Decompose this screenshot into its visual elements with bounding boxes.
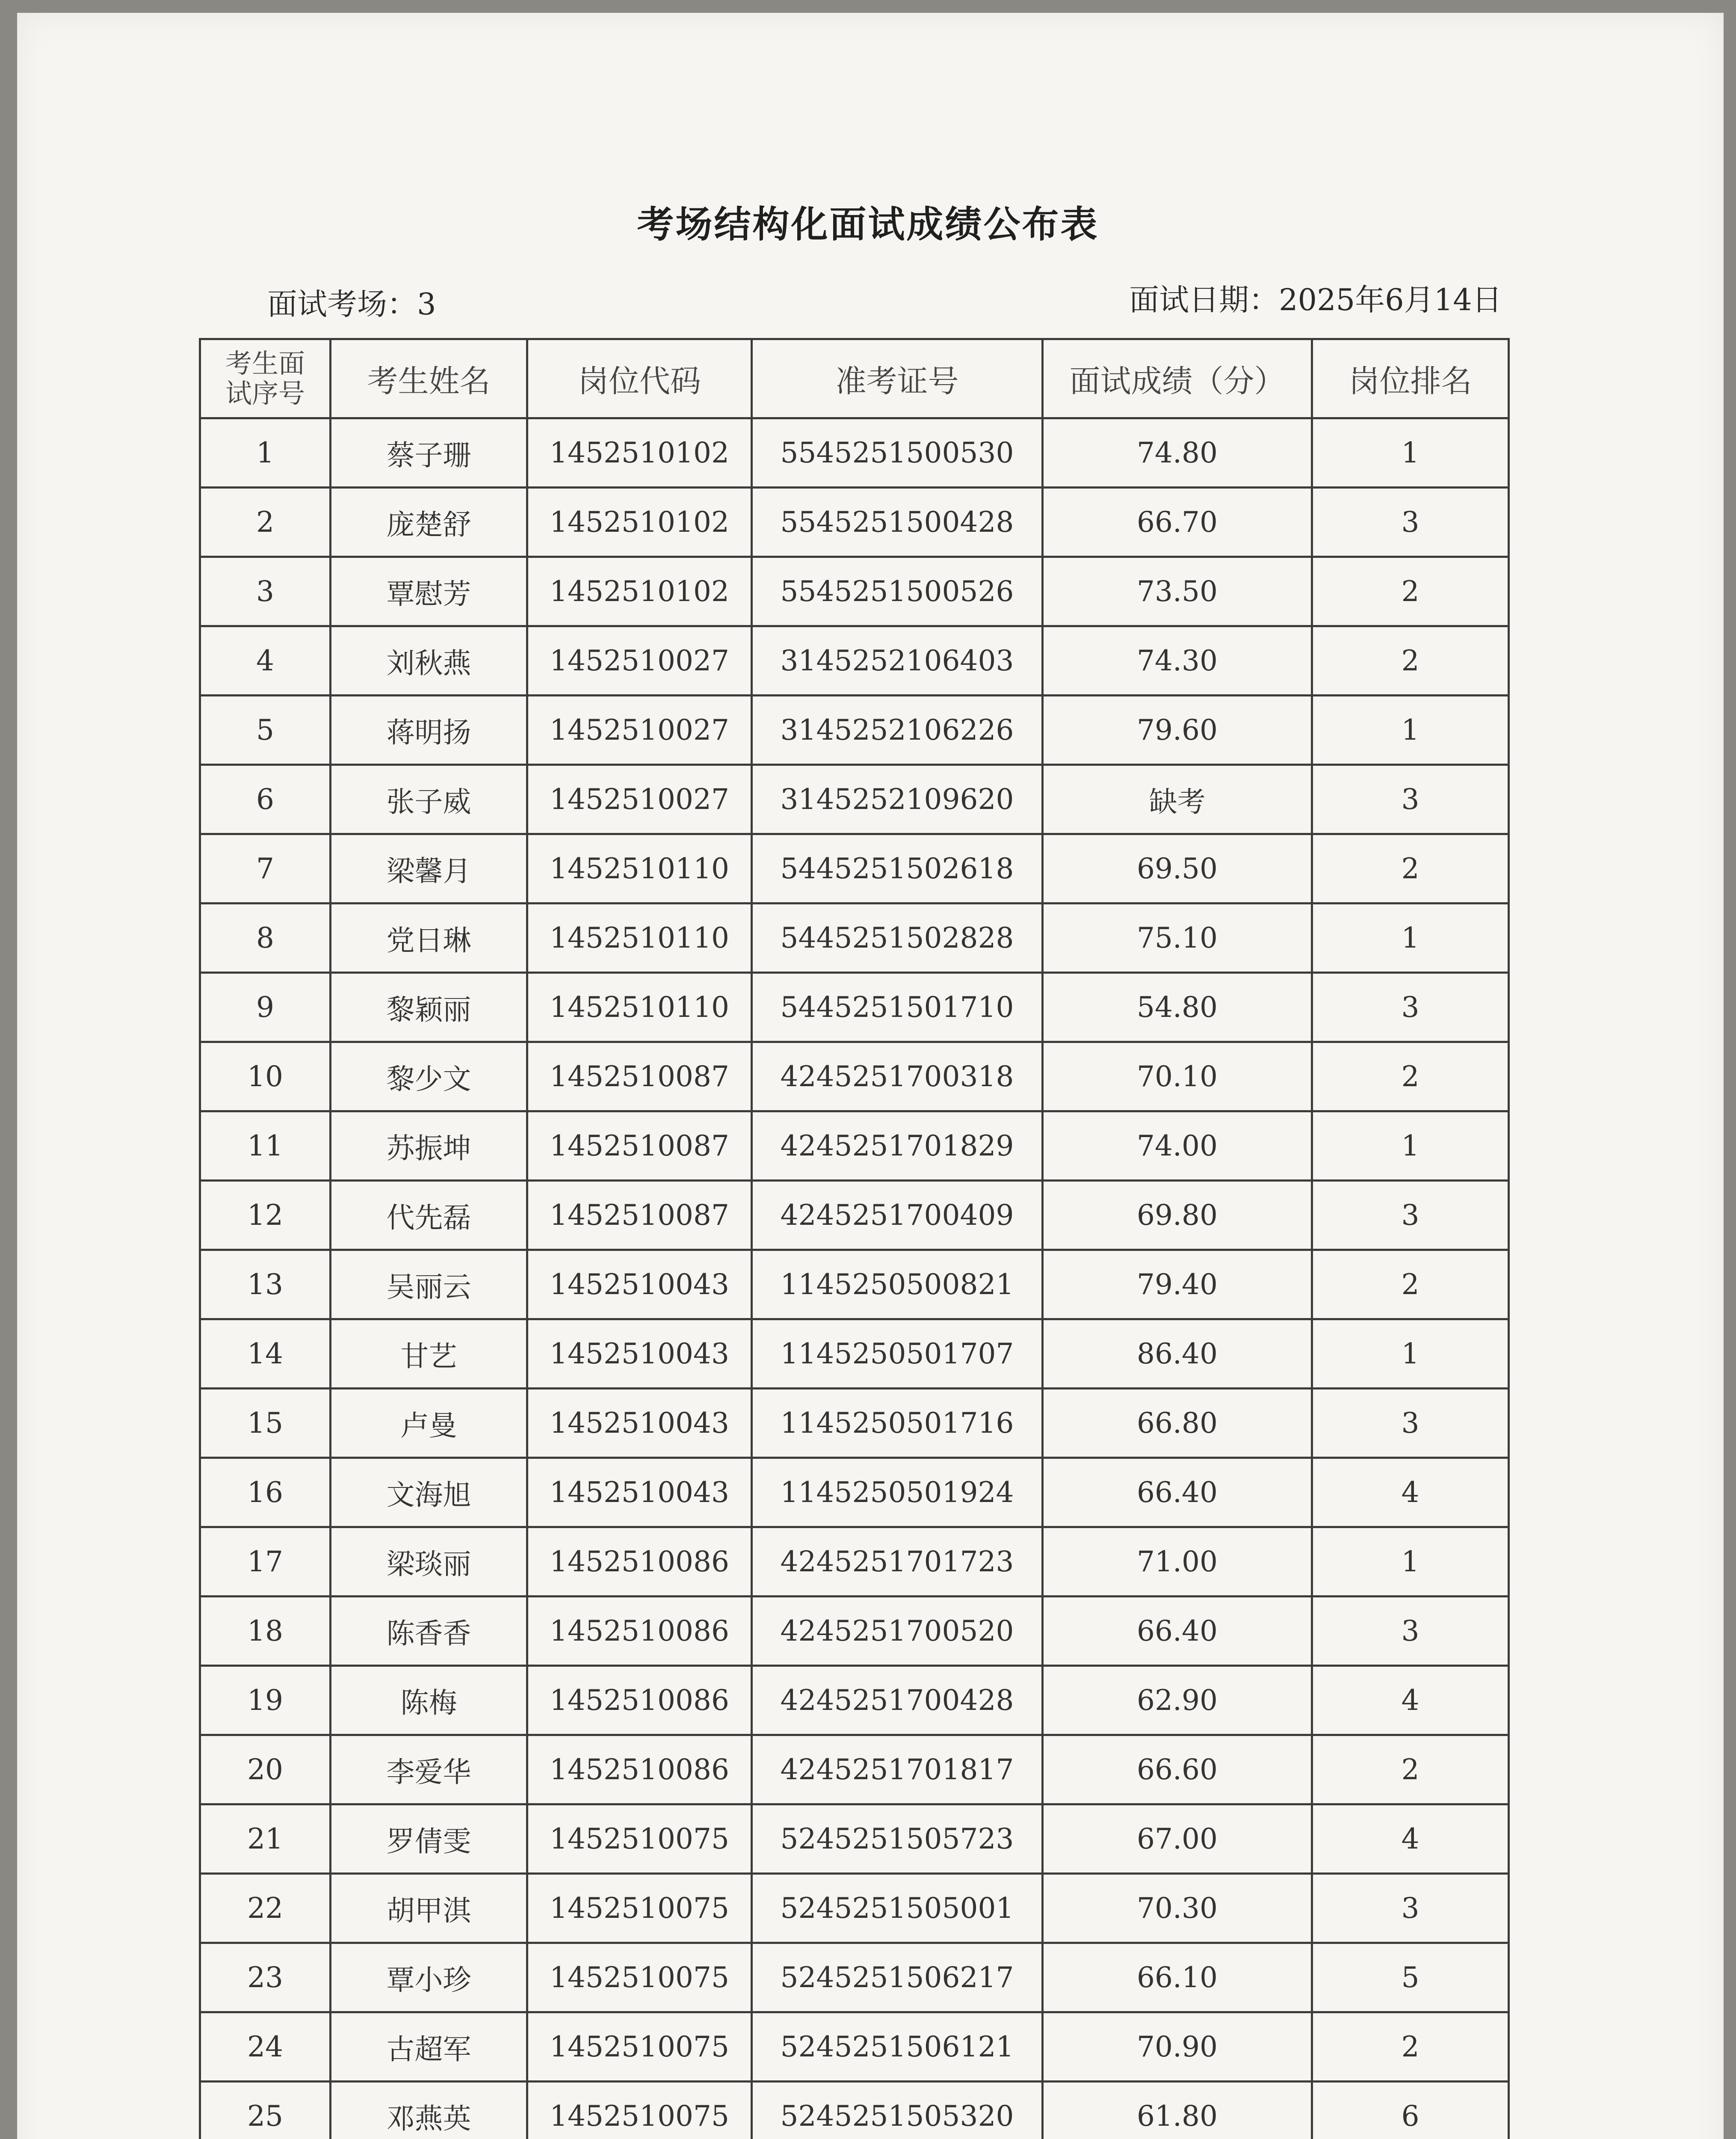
cell-rank: 3 xyxy=(1312,488,1509,557)
table-row xyxy=(200,1319,1509,1389)
table-row xyxy=(200,1735,1509,1804)
table-row xyxy=(200,418,1509,488)
cell-score: 缺考 xyxy=(1043,765,1312,834)
cell-name: 邓燕英 xyxy=(331,2082,527,2139)
cell-post-code: 1452510075 xyxy=(527,2082,752,2139)
cell-score: 66.70 xyxy=(1043,488,1312,557)
cell-ticket: 5445251502828 xyxy=(752,904,1043,973)
cell-score: 66.60 xyxy=(1043,1735,1312,1804)
cell-seq: 5 xyxy=(200,696,331,765)
cell-ticket: 1145250501924 xyxy=(752,1458,1043,1527)
cell-seq: 25 xyxy=(200,2082,331,2139)
cell-rank: 5 xyxy=(1312,1943,1509,2012)
header-seq: 考生面 试序号 xyxy=(200,339,331,418)
table-row xyxy=(200,1458,1509,1527)
cell-name: 文海旭 xyxy=(331,1458,527,1527)
cell-score: 66.40 xyxy=(1043,1597,1312,1666)
cell-post-code: 1452510043 xyxy=(527,1458,752,1527)
cell-score: 62.90 xyxy=(1043,1666,1312,1735)
cell-post-code: 1452510027 xyxy=(527,765,752,834)
cell-ticket: 4245251700409 xyxy=(752,1181,1043,1250)
table-row xyxy=(200,1042,1509,1111)
cell-score: 69.50 xyxy=(1043,834,1312,904)
cell-score: 79.60 xyxy=(1043,696,1312,765)
cell-ticket: 5245251505001 xyxy=(752,1874,1043,1943)
table-row xyxy=(200,1181,1509,1250)
cell-rank: 2 xyxy=(1312,2012,1509,2082)
cell-seq: 3 xyxy=(200,557,331,626)
cell-seq: 18 xyxy=(200,1597,331,1666)
cell-post-code: 1452510043 xyxy=(527,1319,752,1389)
cell-rank: 4 xyxy=(1312,1804,1509,1874)
cell-rank: 2 xyxy=(1312,1250,1509,1319)
cell-rank: 3 xyxy=(1312,1389,1509,1458)
score-table xyxy=(199,338,1510,2139)
cell-seq: 11 xyxy=(200,1111,331,1181)
header-score: 面试成绩（分） xyxy=(1043,339,1312,418)
cell-name: 梁琰丽 xyxy=(331,1527,527,1597)
cell-post-code: 1452510043 xyxy=(527,1250,752,1319)
cell-rank: 2 xyxy=(1312,557,1509,626)
cell-seq: 17 xyxy=(200,1527,331,1597)
cell-ticket: 5545251500530 xyxy=(752,418,1043,488)
cell-score: 69.80 xyxy=(1043,1181,1312,1250)
table-row xyxy=(200,834,1509,904)
cell-post-code: 1452510087 xyxy=(527,1181,752,1250)
cell-name: 蔡子珊 xyxy=(331,418,527,488)
cell-rank: 3 xyxy=(1312,973,1509,1042)
table-row xyxy=(200,696,1509,765)
cell-name: 张子威 xyxy=(331,765,527,834)
cell-post-code: 1452510027 xyxy=(527,626,752,696)
cell-seq: 12 xyxy=(200,1181,331,1250)
header-name: 考生姓名 xyxy=(331,339,527,418)
cell-seq: 2 xyxy=(200,488,331,557)
cell-name: 吴丽云 xyxy=(331,1250,527,1319)
cell-post-code: 1452510075 xyxy=(527,1874,752,1943)
cell-post-code: 1452510086 xyxy=(527,1666,752,1735)
cell-rank: 1 xyxy=(1312,418,1509,488)
cell-rank: 1 xyxy=(1312,904,1509,973)
cell-rank: 2 xyxy=(1312,1042,1509,1111)
cell-rank: 2 xyxy=(1312,834,1509,904)
cell-post-code: 1452510043 xyxy=(527,1389,752,1458)
cell-ticket: 5445251501710 xyxy=(752,973,1043,1042)
cell-name: 陈香香 xyxy=(331,1597,527,1666)
cell-ticket: 4245251700520 xyxy=(752,1597,1043,1666)
cell-ticket: 4245251701723 xyxy=(752,1527,1043,1597)
cell-name: 党日琳 xyxy=(331,904,527,973)
cell-score: 66.40 xyxy=(1043,1458,1312,1527)
cell-seq: 6 xyxy=(200,765,331,834)
cell-post-code: 1452510102 xyxy=(527,418,752,488)
cell-name: 古超军 xyxy=(331,2012,527,2082)
cell-name: 梁馨月 xyxy=(331,834,527,904)
cell-rank: 1 xyxy=(1312,1527,1509,1597)
table-row xyxy=(200,904,1509,973)
cell-seq: 23 xyxy=(200,1943,331,2012)
cell-score: 79.40 xyxy=(1043,1250,1312,1319)
cell-score: 61.80 xyxy=(1043,2082,1312,2139)
cell-ticket: 3145252106226 xyxy=(752,696,1043,765)
cell-ticket: 4245251700318 xyxy=(752,1042,1043,1111)
cell-post-code: 1452510086 xyxy=(527,1527,752,1597)
cell-score: 74.00 xyxy=(1043,1111,1312,1181)
cell-seq: 16 xyxy=(200,1458,331,1527)
cell-seq: 14 xyxy=(200,1319,331,1389)
cell-score: 75.10 xyxy=(1043,904,1312,973)
cell-seq: 7 xyxy=(200,834,331,904)
cell-name: 代先磊 xyxy=(331,1181,527,1250)
cell-score: 71.00 xyxy=(1043,1527,1312,1597)
table-row xyxy=(200,557,1509,626)
cell-score: 66.10 xyxy=(1043,1943,1312,2012)
cell-post-code: 1452510102 xyxy=(527,557,752,626)
cell-seq: 9 xyxy=(200,973,331,1042)
cell-rank: 3 xyxy=(1312,1874,1509,1943)
cell-name: 覃慰芳 xyxy=(331,557,527,626)
cell-post-code: 1452510110 xyxy=(527,904,752,973)
cell-rank: 1 xyxy=(1312,1319,1509,1389)
cell-ticket: 1145250501716 xyxy=(752,1389,1043,1458)
table-row xyxy=(200,1250,1509,1319)
page-title: 考场结构化面试成绩公布表 xyxy=(637,203,1099,246)
table-row xyxy=(200,1111,1509,1181)
exam-room-label: 面试考场：3 xyxy=(267,287,436,322)
cell-ticket: 5245251505320 xyxy=(752,2082,1043,2139)
cell-seq: 13 xyxy=(200,1250,331,1319)
cell-score: 67.00 xyxy=(1043,1804,1312,1874)
table-row xyxy=(200,1666,1509,1735)
cell-ticket: 5545251500428 xyxy=(752,488,1043,557)
cell-seq: 22 xyxy=(200,1874,331,1943)
cell-seq: 15 xyxy=(200,1389,331,1458)
table-row xyxy=(200,1943,1509,2012)
cell-rank: 3 xyxy=(1312,1597,1509,1666)
cell-post-code: 1452510087 xyxy=(527,1111,752,1181)
cell-name: 覃小珍 xyxy=(331,1943,527,2012)
cell-ticket: 1145250500821 xyxy=(752,1250,1043,1319)
cell-name: 罗倩雯 xyxy=(331,1804,527,1874)
cell-seq: 10 xyxy=(200,1042,331,1111)
exam-date-label: 面试日期：2025年6月14日 xyxy=(1129,282,1502,317)
table-row xyxy=(200,2012,1509,2082)
cell-ticket: 4245251700428 xyxy=(752,1666,1043,1735)
table-row xyxy=(200,1597,1509,1666)
cell-rank: 2 xyxy=(1312,626,1509,696)
cell-ticket: 5245251506121 xyxy=(752,2012,1043,2082)
table-row xyxy=(200,973,1509,1042)
cell-score: 74.80 xyxy=(1043,418,1312,488)
cell-score: 86.40 xyxy=(1043,1319,1312,1389)
cell-score: 70.10 xyxy=(1043,1042,1312,1111)
cell-post-code: 1452510086 xyxy=(527,1597,752,1666)
cell-rank: 1 xyxy=(1312,1111,1509,1181)
cell-rank: 3 xyxy=(1312,1181,1509,1250)
cell-rank: 3 xyxy=(1312,765,1509,834)
cell-name: 蒋明扬 xyxy=(331,696,527,765)
cell-name: 甘艺 xyxy=(331,1319,527,1389)
cell-post-code: 1452510075 xyxy=(527,1943,752,2012)
cell-ticket: 5245251505723 xyxy=(752,1804,1043,1874)
cell-name: 卢曼 xyxy=(331,1389,527,1458)
cell-seq: 19 xyxy=(200,1666,331,1735)
table-row xyxy=(200,1874,1509,1943)
table-row xyxy=(200,765,1509,834)
table-row xyxy=(200,2082,1509,2139)
table-row xyxy=(200,626,1509,696)
table-header-row xyxy=(200,339,1509,418)
cell-name: 刘秋燕 xyxy=(331,626,527,696)
cell-ticket: 1145250501707 xyxy=(752,1319,1043,1389)
cell-score: 66.80 xyxy=(1043,1389,1312,1458)
cell-ticket: 5545251500526 xyxy=(752,557,1043,626)
cell-ticket: 5445251502618 xyxy=(752,834,1043,904)
cell-name: 苏振坤 xyxy=(331,1111,527,1181)
cell-ticket: 3145252106403 xyxy=(752,626,1043,696)
header-ticket: 准考证号 xyxy=(752,339,1043,418)
cell-post-code: 1452510075 xyxy=(527,1804,752,1874)
cell-seq: 21 xyxy=(200,1804,331,1874)
cell-seq: 1 xyxy=(200,418,331,488)
cell-ticket: 3145252109620 xyxy=(752,765,1043,834)
cell-rank: 4 xyxy=(1312,1458,1509,1527)
cell-name: 黎少文 xyxy=(331,1042,527,1111)
cell-score: 70.30 xyxy=(1043,1874,1312,1943)
cell-post-code: 1452510086 xyxy=(527,1735,752,1804)
cell-seq: 4 xyxy=(200,626,331,696)
table-row xyxy=(200,1527,1509,1597)
cell-rank: 6 xyxy=(1312,2082,1509,2139)
cell-score: 54.80 xyxy=(1043,973,1312,1042)
table-row xyxy=(200,1389,1509,1458)
table-row xyxy=(200,488,1509,557)
cell-rank: 4 xyxy=(1312,1666,1509,1735)
cell-rank: 2 xyxy=(1312,1735,1509,1804)
table-row xyxy=(200,1804,1509,1874)
cell-name: 庞楚舒 xyxy=(331,488,527,557)
cell-ticket: 4245251701829 xyxy=(752,1111,1043,1181)
cell-ticket: 4245251701817 xyxy=(752,1735,1043,1804)
cell-post-code: 1452510110 xyxy=(527,834,752,904)
cell-post-code: 1452510102 xyxy=(527,488,752,557)
cell-ticket: 5245251506217 xyxy=(752,1943,1043,2012)
cell-post-code: 1452510075 xyxy=(527,2012,752,2082)
cell-seq: 8 xyxy=(200,904,331,973)
header-rank: 岗位排名 xyxy=(1312,339,1509,418)
cell-score: 74.30 xyxy=(1043,626,1312,696)
header-post-code: 岗位代码 xyxy=(527,339,752,418)
cell-rank: 1 xyxy=(1312,696,1509,765)
cell-post-code: 1452510110 xyxy=(527,973,752,1042)
cell-name: 陈梅 xyxy=(331,1666,527,1735)
cell-score: 70.90 xyxy=(1043,2012,1312,2082)
cell-seq: 24 xyxy=(200,2012,331,2082)
cell-post-code: 1452510027 xyxy=(527,696,752,765)
cell-name: 胡甲淇 xyxy=(331,1874,527,1943)
cell-post-code: 1452510087 xyxy=(527,1042,752,1111)
cell-seq: 20 xyxy=(200,1735,331,1804)
cell-name: 黎颖丽 xyxy=(331,973,527,1042)
cell-score: 73.50 xyxy=(1043,557,1312,626)
cell-name: 李爱华 xyxy=(331,1735,527,1804)
